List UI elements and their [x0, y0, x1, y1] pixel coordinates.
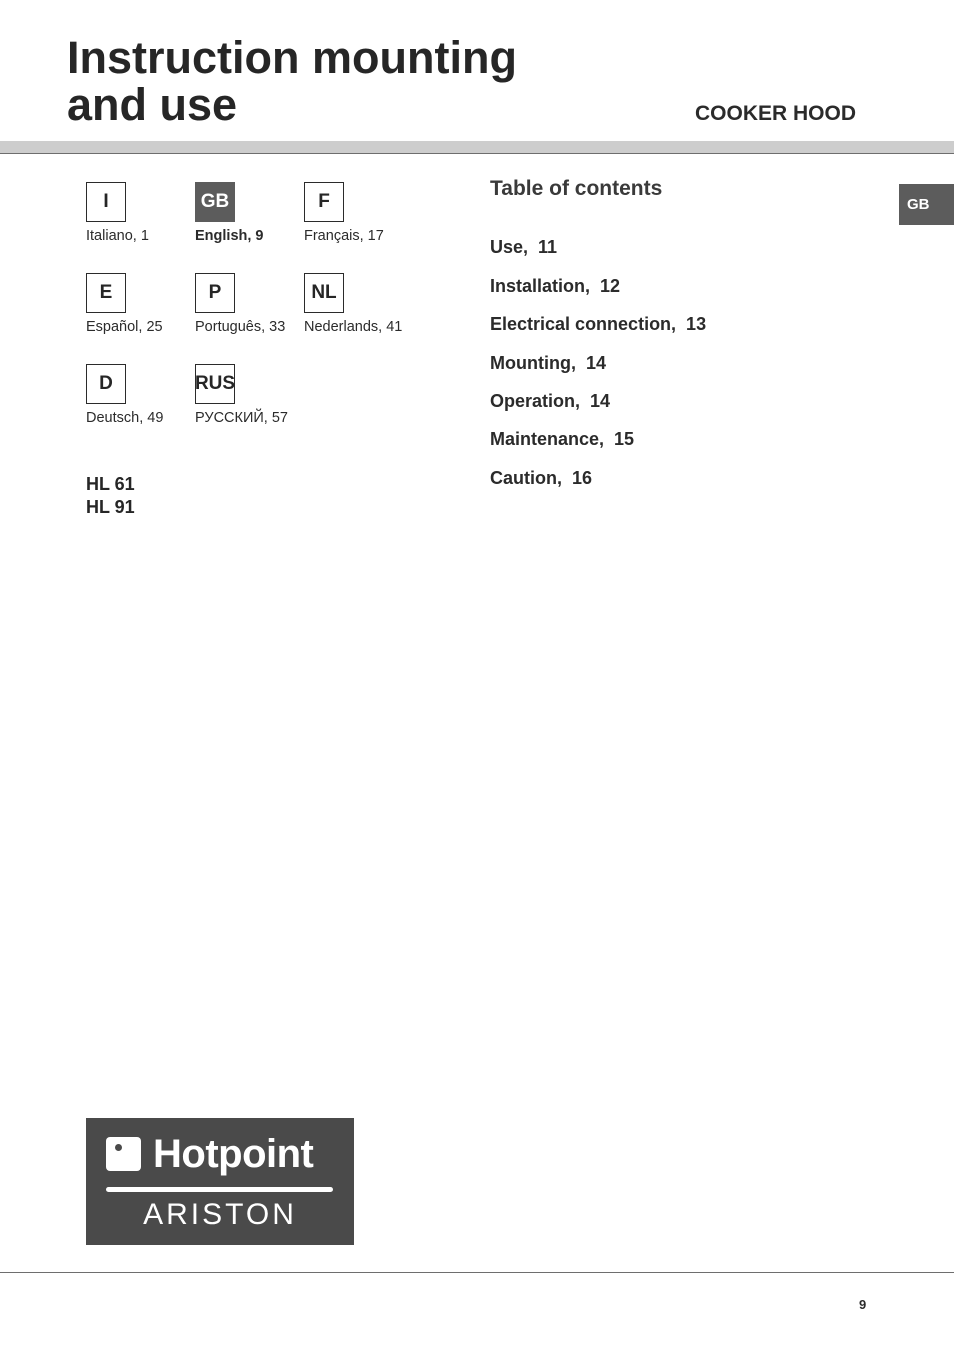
page-number: 9	[859, 1297, 867, 1312]
header-divider-bar	[0, 141, 954, 154]
model-list	[86, 473, 135, 519]
page-title	[67, 34, 517, 128]
toc-item-installation[interactable]: Installation, 12	[490, 276, 621, 296]
title-line-2: and use	[67, 79, 238, 130]
language-label: Português, 33	[195, 319, 286, 335]
language-label: Deutsch, 49	[86, 410, 164, 426]
brand-logo	[86, 1118, 354, 1245]
language-item-portugues[interactable]	[195, 273, 315, 335]
language-code-box: E	[86, 273, 126, 313]
toc-item-caution[interactable]: Caution, 16	[490, 468, 593, 488]
product-type: COOKER HOOD	[695, 102, 857, 125]
language-side-tab: GB	[899, 184, 954, 225]
language-item-francais[interactable]	[304, 182, 424, 244]
title-line-1: Instruction mounting	[67, 32, 517, 83]
language-label: РУССКИЙ, 57	[195, 410, 288, 426]
brand-name: Hotpoint	[153, 1132, 314, 1176]
toc-title: Table of contents	[490, 177, 663, 200]
brand-sub-name: ARISTON	[143, 1198, 297, 1231]
model-name: HL 61	[86, 474, 135, 494]
language-code-box: P	[195, 273, 235, 313]
toc-item-operation[interactable]: Operation, 14	[490, 391, 611, 411]
language-item-espanol[interactable]	[86, 273, 206, 335]
language-code-box-active: GB	[195, 182, 235, 222]
language-item-nederlands[interactable]	[304, 273, 424, 335]
language-code-box: F	[304, 182, 344, 222]
language-label: Français, 17	[304, 228, 384, 244]
toc-item-use[interactable]: Use, 11	[490, 237, 558, 257]
toc-item-electrical-connection[interactable]: Electrical connection, 13	[490, 314, 707, 334]
model-name: HL 91	[86, 497, 135, 517]
hotpoint-plug-icon	[106, 1137, 141, 1171]
language-code-box: RUS	[195, 364, 235, 404]
language-item-english[interactable]	[195, 182, 315, 244]
toc-item-mounting[interactable]: Mounting, 14	[490, 353, 606, 373]
language-label: English, 9	[195, 228, 264, 244]
toc-item-maintenance[interactable]: Maintenance, 15	[490, 429, 635, 449]
footer-divider	[0, 1272, 954, 1273]
brand-row	[106, 1134, 313, 1174]
language-code-box: D	[86, 364, 126, 404]
language-code-box: I	[86, 182, 126, 222]
language-label: Italiano, 1	[86, 228, 149, 244]
language-item-russian[interactable]	[195, 364, 315, 426]
language-code-box: NL	[304, 273, 344, 313]
language-label: Nederlands, 41	[304, 319, 403, 335]
language-item-deutsch[interactable]	[86, 364, 206, 426]
logo-divider	[106, 1187, 333, 1192]
language-label: Español, 25	[86, 319, 163, 335]
language-item-italiano[interactable]	[86, 182, 206, 244]
